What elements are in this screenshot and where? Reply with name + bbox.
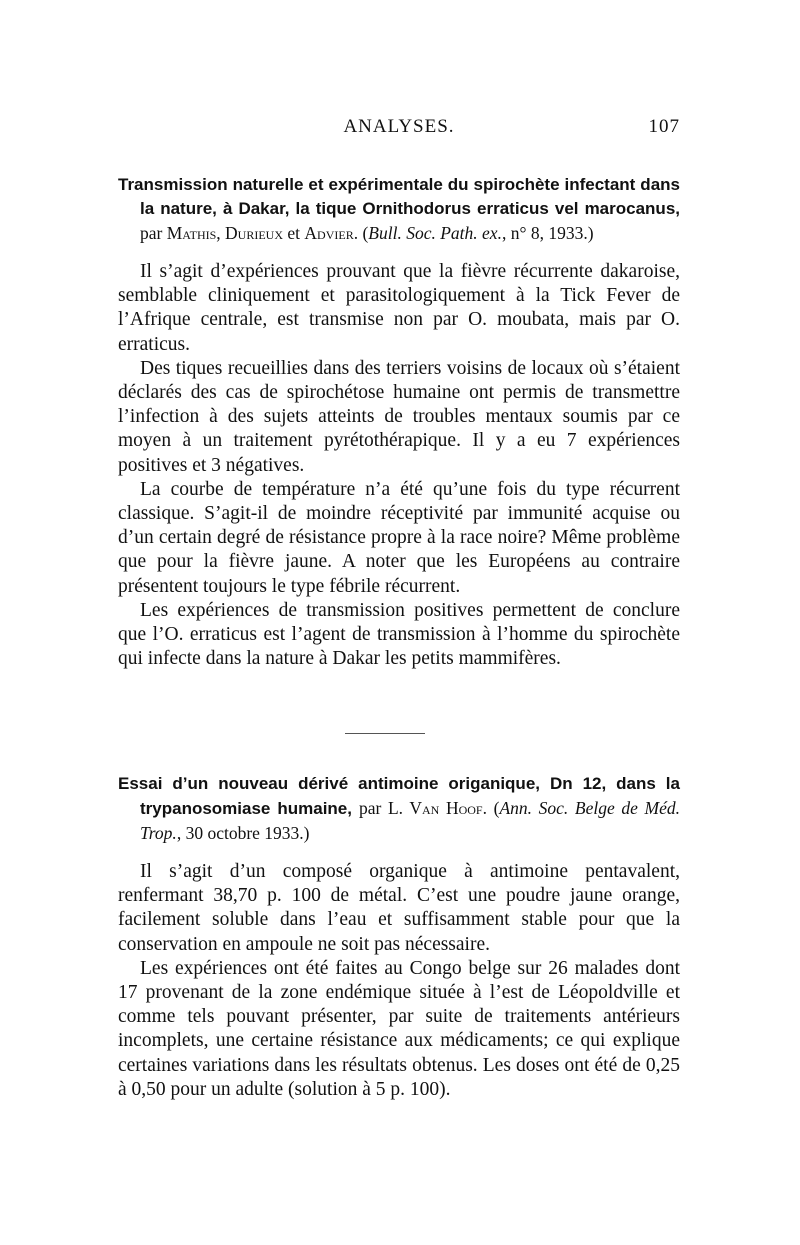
journal-name: Bull. Soc. Path. ex. <box>368 223 502 243</box>
section-divider <box>345 733 425 734</box>
article-2-citation: par L. Van Hoof. (Ann. Soc. Belge de Méd. Trop., 30 octobre 1933.) <box>140 798 680 843</box>
article-2-body <box>118 860 680 1102</box>
author-name: Durieux <box>225 223 284 243</box>
running-header <box>118 116 680 144</box>
page-number: 107 <box>648 116 680 137</box>
journal-name: Ann. Soc. Belge de Méd. Trop. <box>140 798 680 843</box>
paragraph: La courbe de température n’a été qu’une fois du type récurrent classique. S’agit-il de moindre réceptivité par immunité acquise ou d’un certain degré de résistance propre à la race noire? Même problème que pour la fièvre jaune. A noter que les Européens au contraire présentent toujours le type fébrile récurrent. <box>118 478 680 597</box>
paragraph: Il s’agit d’un composé organique à antimoine pentavalent, renfermant 38,70 p. 100 de métal. C’est une poudre jaune orange, facilement soluble dans l’eau et suffisamment stable pour que la conservation en ampoule ne soit pas nécessaire. <box>118 861 680 955</box>
article-1-title-text: Transmission naturelle et expérimentale du spirochète infectant dans la nature, à Dakar, la tique Ornithodorus erraticus vel marocanus, <box>118 175 680 218</box>
author-name: Advier <box>304 223 354 243</box>
article-2 <box>118 772 680 1102</box>
journal-issue: , n° 8, 1933.) <box>501 223 594 243</box>
paragraph: Les expériences de transmission positives permettent de conclure que l’O. erraticus est l’agent de transmission à l’homme du spirochète qui infecte dans la nature à Dakar les petits mammifères. <box>118 599 680 670</box>
paragraph: Les expériences ont été faites au Congo belge sur 26 malades dont 17 provenant de la zone endémique située à l’est de Léopoldville et comme tels pouvant présenter, par suite de traitements antérieurs incomplets, une certaine résistance aux médicaments; ce qui explique certaines variations dans les résultats obtenus. Les doses ont été de 0,25 à 0,50 pour un adulte (solution à 5 p. 100). <box>118 957 680 1100</box>
journal-issue: , 30 octobre 1933.) <box>176 823 310 843</box>
author-name: Mathis <box>166 223 217 243</box>
paragraph: Des tiques recueillies dans des terriers voisins de locaux où s’étaient déclarés des cas de spirochétose humaine ont permis de transmettre l’infection à des sujets atteints de troubles mentaux soumis par ce moyen à un traitement pyrétothérapique. Il y a eu 7 expériences positives et 3 négatives. <box>118 357 680 476</box>
paragraph: Il s’agit d’expériences prouvant que la fièvre récurrente dakaroise, semblable cliniquement et parasitologiquement à la Tick Fever de l’Afrique centrale, est transmise non par O. moubata, mais par O. erraticus. <box>118 261 680 355</box>
article-1-citation: par Mathis, Durieux et Advier. (Bull. Soc. Path. ex., n° 8, 1933.) <box>140 223 594 243</box>
article-1-body <box>118 260 680 671</box>
article-1-title <box>118 173 680 246</box>
running-title: ANALYSES. <box>343 116 455 137</box>
article-2-title-text: Essai d’un nouveau dérivé antimoine origanique, Dn 12, dans la trypanosomiase humaine, <box>118 774 680 818</box>
article-1 <box>118 173 680 671</box>
article-2-title <box>118 772 680 846</box>
author-name: L. Van Hoof <box>387 798 483 818</box>
